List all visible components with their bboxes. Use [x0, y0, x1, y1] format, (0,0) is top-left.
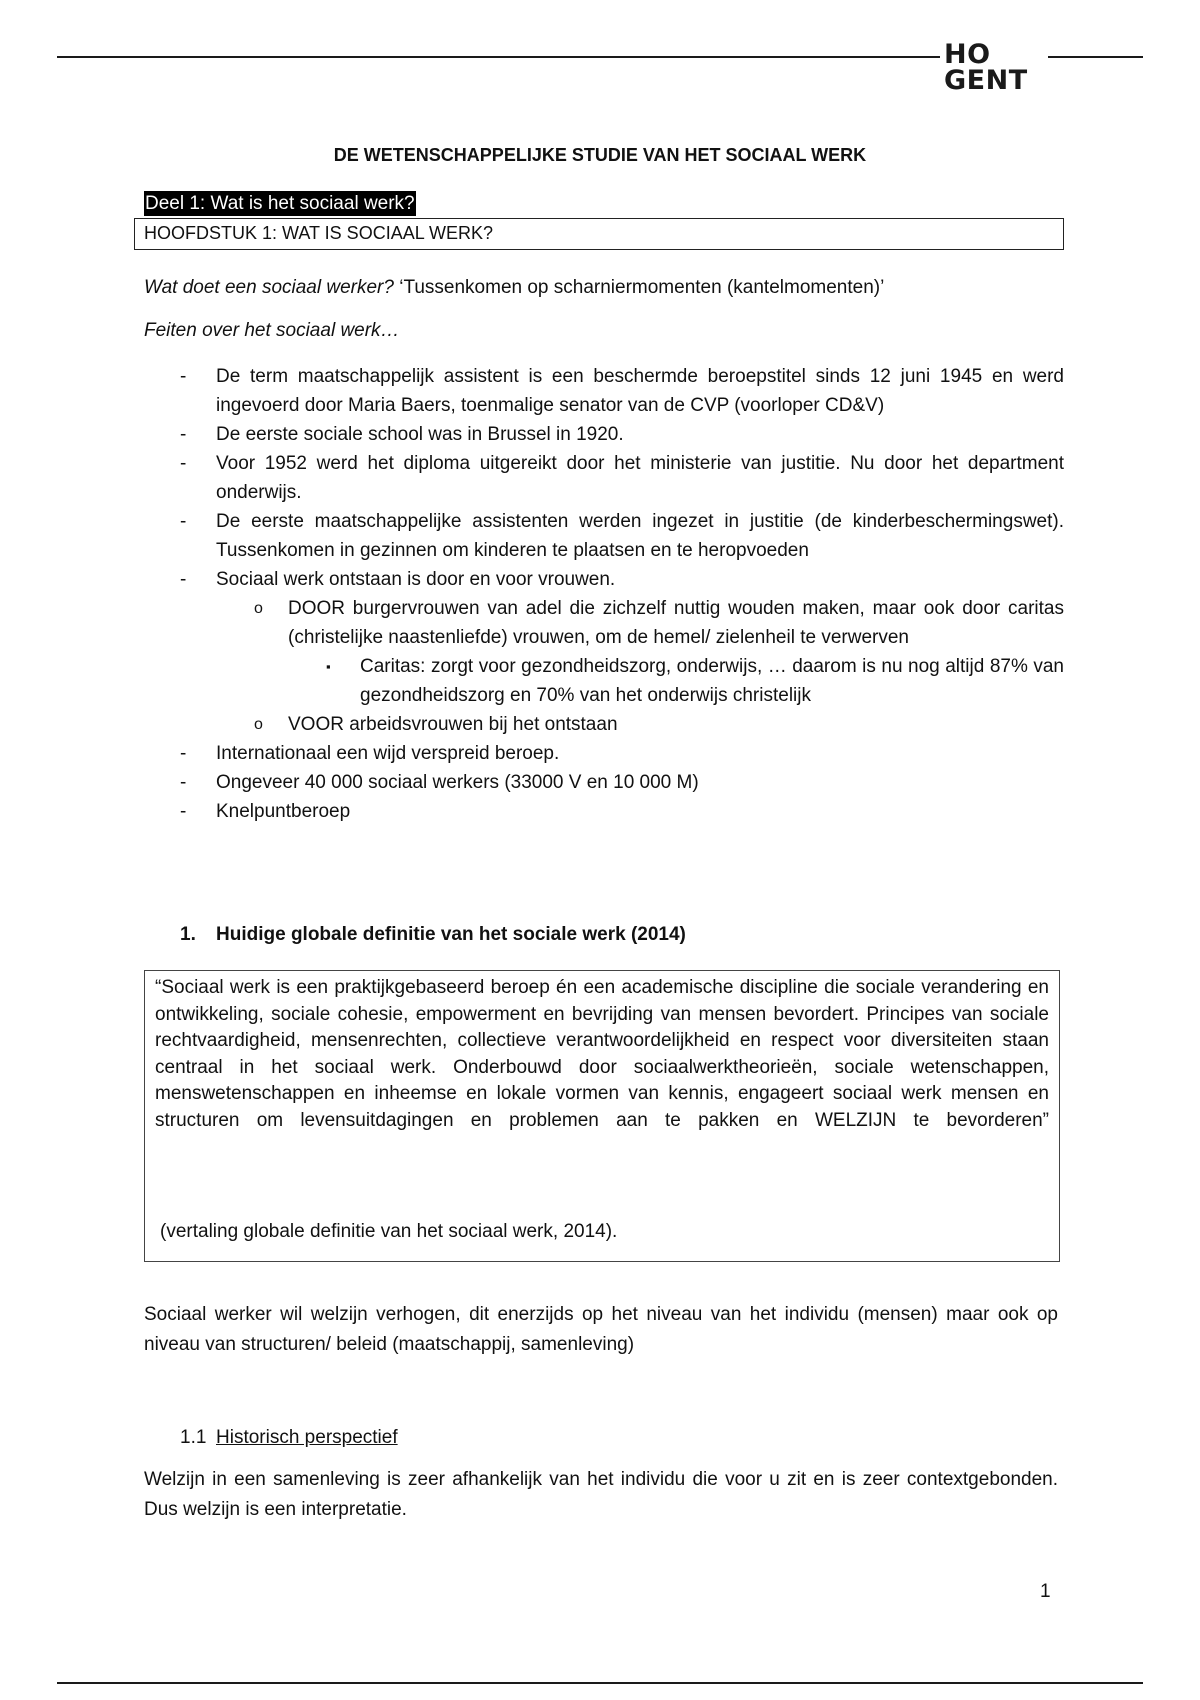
logo-line-1: HO	[944, 39, 991, 70]
list-item	[144, 449, 1064, 507]
dash-marker: -	[180, 801, 187, 822]
logo-line-2: GENT	[944, 65, 1028, 96]
definition-text: “Sociaal werk is een praktijkgebaseerd beroep én een academische discipline die sociale verandering en ontwikkeling, sociale cohesie, empowerment en bevrijding van mensen bevordert. Principes van sociale rechtvaardigheid, mensenrechten, collectieve verantwoordelijkheid en respect voor diversiteiten staan centraal in het sociaal werk. Onderbouwd door sociaalwerktheorieën, sociale wetenschappen, menswetenschappen en inheemse en lokale vormen van kennis, engageert sociaal werk mensen en structuren om levensuitdagingen en problemen aan te pakken en WELZIJN te bevorderen”	[155, 977, 1049, 1131]
section-1-heading	[180, 924, 686, 946]
dash-marker: -	[180, 569, 187, 590]
list-item-text: Caritas: zorgt voor gezondheidszorg, onderwijs, … daarom is nu nog altijd 87% van gezondheidszorg en 70% van het onderwijs christelijk	[360, 656, 1064, 706]
list-item-text: De eerste sociale school was in Brussel in 1920.	[216, 424, 624, 445]
paragraph-welzijn: Sociaal werker wil welzijn verhogen, dit enerzijds op het niveau van het individu (mensen) maar ook op niveau van structuren/ beleid (maatschappij, samenleving)	[144, 1304, 1058, 1355]
part-label: Deel 1: Wat is het sociaal werk?	[145, 193, 415, 214]
list-item	[144, 797, 1064, 826]
definition-box	[144, 970, 1060, 1262]
list-item-text: De eerste maatschappelijke assistenten werden ingezet in justitie (de kinderbeschermingswet). Tussenkomen in gezinnen om kinderen te plaatsen en te heropvoeden	[216, 511, 1064, 561]
list-item	[144, 362, 1064, 420]
hogent-logo	[940, 39, 1048, 96]
list-item-text: Knelpuntberoep	[216, 801, 351, 822]
list-item	[144, 768, 1064, 797]
dash-marker: -	[180, 366, 187, 387]
subsection-title: Historisch perspectief	[216, 1427, 398, 1448]
section-1-number: 1.	[180, 924, 196, 945]
intro-line	[144, 277, 884, 299]
list-item	[144, 739, 1064, 768]
list-item-text: Voor 1952 werd het diploma uitgereikt door het ministerie van justitie. Nu door het department onderwijs.	[216, 453, 1064, 503]
dash-marker: -	[180, 772, 187, 793]
facts-list	[144, 362, 1064, 826]
list-item-text: Ongeveer 40 000 sociaal werkers (33000 V en 10 000 M)	[216, 772, 699, 793]
intro-answer: ‘Tussenkomen op scharniermomenten (kantelmomenten)’	[393, 277, 885, 298]
square-marker: ▪	[326, 659, 331, 674]
dash-marker: -	[180, 511, 187, 532]
list-item	[144, 710, 1064, 739]
list-item	[144, 594, 1064, 652]
subsection-1-1-heading	[180, 1427, 398, 1449]
list-item-text: Sociaal werk ontstaan is door en voor vrouwen.	[216, 569, 616, 590]
page-number: 1	[1040, 1581, 1051, 1602]
list-item	[144, 507, 1064, 565]
dash-marker: -	[180, 743, 187, 764]
list-item-text: De term maatschappelijk assistent is een beschermde beroepstitel sinds 12 juni 1945 en werd ingevoerd door Maria Baers, toenmalige senator van de CVP (voorloper CD&V)	[216, 366, 1064, 416]
list-item-text: VOOR arbeidsvrouwen bij het ontstaan	[288, 714, 618, 735]
chapter-heading: HOOFDSTUK 1: WAT IS SOCIAAL WERK?	[134, 218, 1064, 250]
list-item-text: DOOR burgervrouwen van adel die zichzelf nuttig wouden maken, maar ook door caritas (christelijke naastenliefde) vrouwen, om de hemel/ zielenheil te verwerven	[288, 598, 1064, 648]
dash-marker: -	[180, 424, 187, 445]
facts-heading: Feiten over het sociaal werk…	[144, 320, 400, 341]
definition-source: (vertaling globale definitie van het sociaal werk, 2014).	[160, 1221, 618, 1242]
list-item	[144, 652, 1064, 710]
dash-marker: -	[180, 453, 187, 474]
circle-marker: o	[254, 716, 263, 733]
list-item	[144, 420, 1064, 449]
circle-marker: o	[254, 600, 263, 617]
section-1-title: Huidige globale definitie van het sociale werk (2014)	[216, 924, 686, 945]
footer-rule	[57, 1682, 1143, 1684]
subsection-number: 1.1	[180, 1427, 207, 1448]
list-item-text: Internationaal een wijd verspreid beroep.	[216, 743, 560, 764]
intro-question: Wat doet een sociaal werker?	[144, 277, 394, 298]
document-title: DE WETENSCHAPPELIJKE STUDIE VAN HET SOCIAAL WERK	[333, 145, 867, 165]
list-item	[144, 565, 1064, 594]
paragraph-history: Welzijn in een samenleving is zeer afhankelijk van het individu die voor u zit en is zeer contextgebonden. Dus welzijn is een interpretatie.	[144, 1469, 1058, 1520]
